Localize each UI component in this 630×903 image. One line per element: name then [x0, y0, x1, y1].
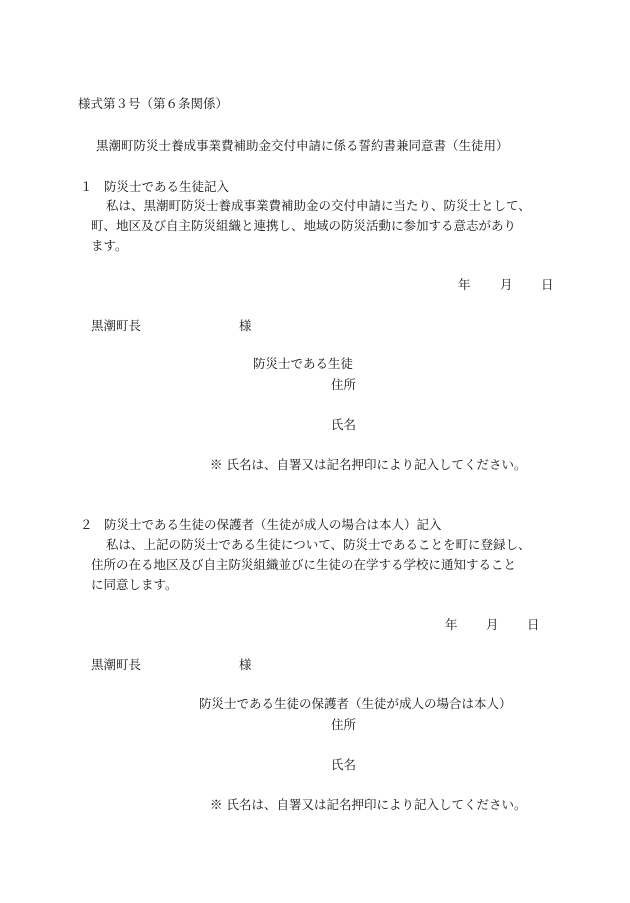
consent-text-line: に同意します。: [91, 577, 178, 592]
signature-note: ※ 氏名は、自署又は記名押印により記入してください。: [210, 797, 527, 812]
date-month-label: 月: [486, 617, 499, 632]
signature-note: ※ 氏名は、自署又は記名押印により記入してください。: [210, 457, 527, 472]
date-year-label: 年: [445, 617, 458, 632]
date-day-label: 日: [541, 277, 554, 292]
consent-text-line: 住所の在る地区及び自主防災組織並びに生徒の在学する学校に通知すること: [91, 557, 517, 572]
pledge-text-line: 私は、黒潮町防災士養成事業費補助金の交付申請に当たり、防災士として、: [106, 198, 531, 213]
honorific: 様: [239, 318, 252, 333]
pledge-text-line: 町、地区及び自主防災組織と連携し、地域の防災活動に参加する意志があり: [91, 218, 517, 233]
addressee: 黒潮町長: [91, 318, 142, 333]
section-number: ２: [80, 517, 93, 532]
honorific: 様: [239, 657, 252, 672]
name-label: 氏名: [331, 417, 357, 432]
document-title: 黒潮町防災士養成事業費補助金交付申請に係る誓約書兼同意書（生徒用）: [96, 138, 509, 153]
name-label: 氏名: [331, 757, 357, 772]
section-heading: 防災士である生徒記入: [104, 179, 230, 194]
signer-role: 防災士である生徒: [253, 356, 354, 371]
consent-text-line: 私は、上記の防災士である生徒について、防災士であることを町に登録し、: [106, 537, 531, 552]
signer-role: 防災士である生徒の保護者（生徒が成人の場合は本人）: [199, 696, 512, 711]
section-heading: 防災士である生徒の保護者（生徒が成人の場合は本人）記入: [104, 517, 442, 532]
pledge-text-line: ます。: [91, 238, 128, 253]
addressee: 黒潮町長: [91, 657, 142, 672]
section-number: １: [80, 179, 93, 194]
address-label: 住所: [331, 717, 357, 732]
date-month-label: 月: [500, 277, 513, 292]
address-label: 住所: [331, 377, 357, 392]
form-number: 様式第３号（第６条関係）: [78, 96, 229, 111]
date-day-label: 日: [527, 617, 540, 632]
date-year-label: 年: [458, 277, 471, 292]
